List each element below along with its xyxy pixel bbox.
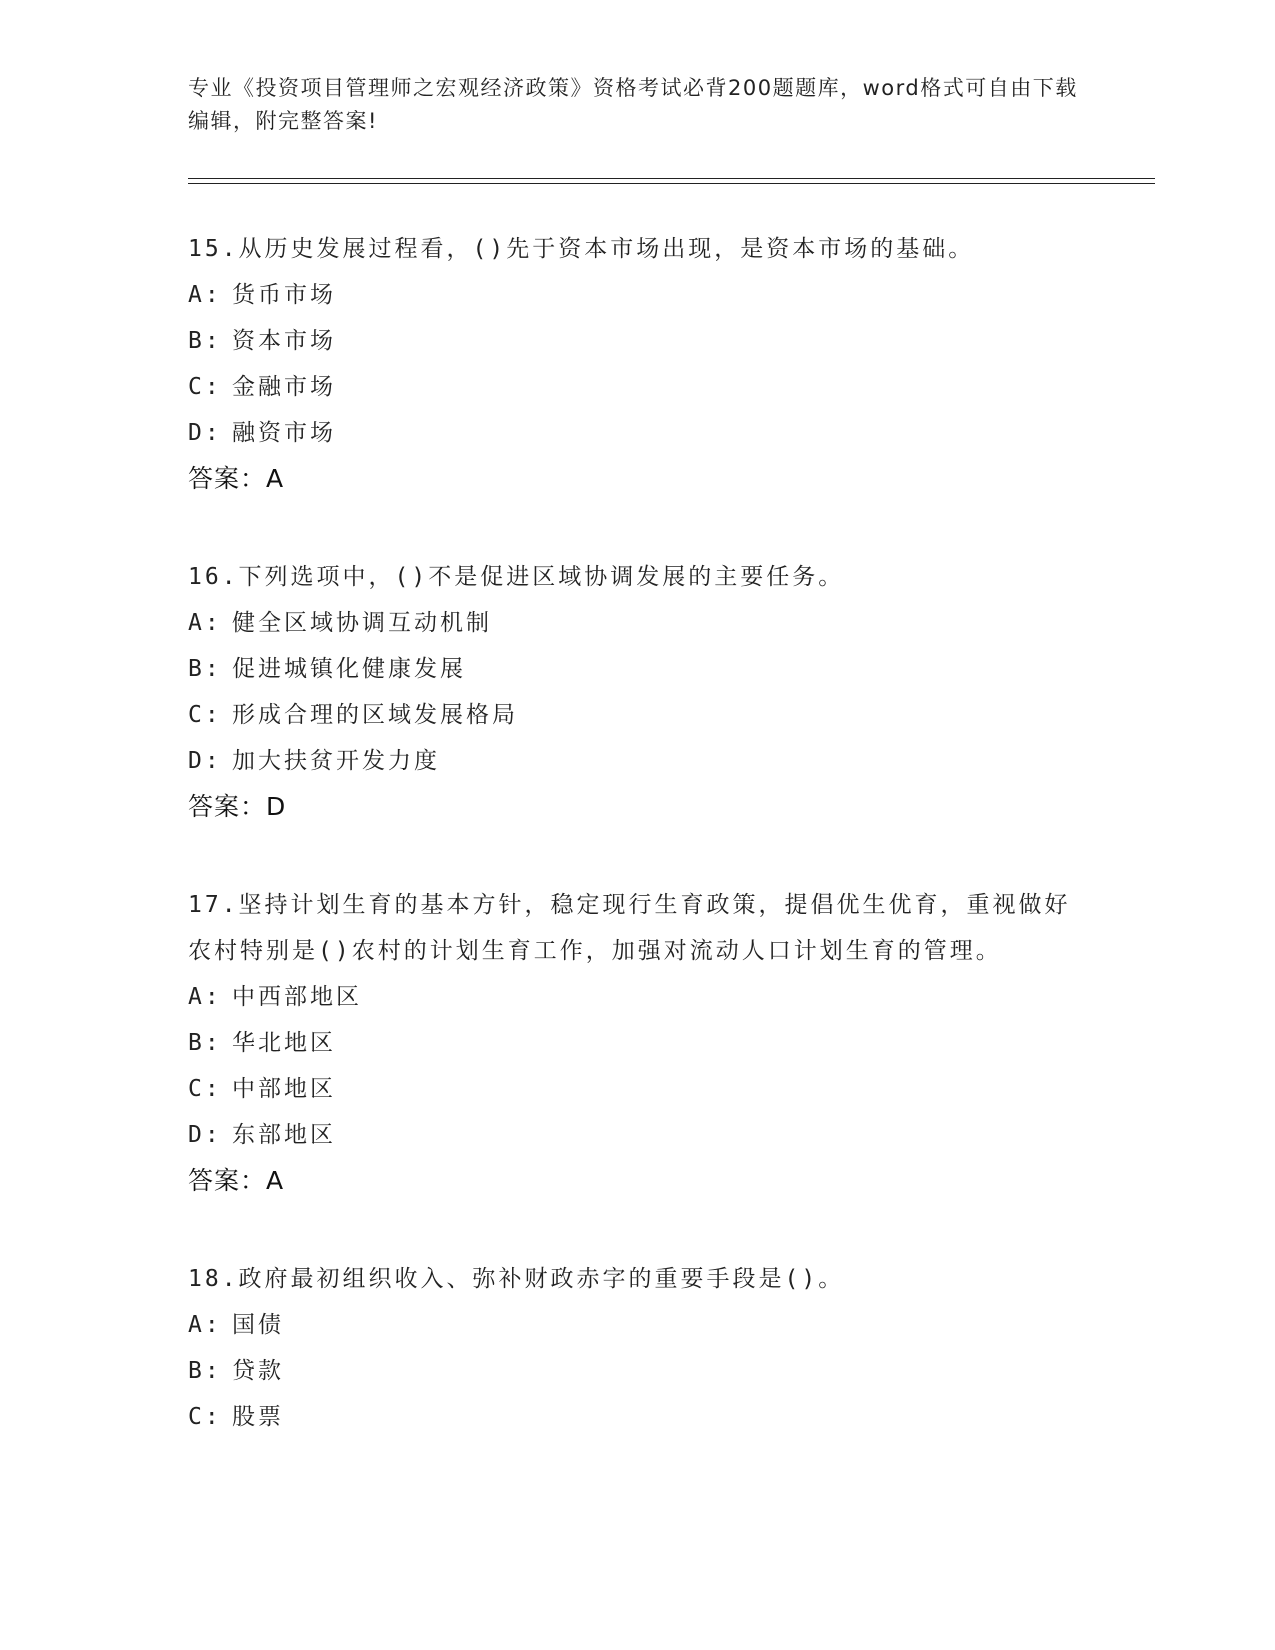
option-letter: B: (188, 656, 222, 682)
answer-label: 答案： (188, 1166, 267, 1195)
option-letter: A: (188, 610, 222, 636)
option-text: 促进城镇化健康发展 (232, 656, 466, 682)
answer-line (188, 456, 1088, 502)
option-letter: A: (188, 282, 222, 308)
header-title: 专业《投资项目管理师之宏观经济政策》资格考试必背200题题库，word格式可自由下载编辑，附完整答案! (188, 76, 1078, 133)
option-letter: C: (188, 1404, 222, 1430)
option-c (188, 1394, 1088, 1440)
option-text: 中部地区 (232, 1076, 336, 1102)
option-letter: C: (188, 702, 222, 728)
answer-label: 答案： (188, 464, 267, 493)
option-text: 华北地区 (232, 1030, 336, 1056)
option-d (188, 738, 1088, 784)
option-b (188, 1020, 1088, 1066)
option-letter: B: (188, 1030, 222, 1056)
option-text: 资本市场 (232, 328, 336, 354)
option-a (188, 600, 1088, 646)
option-text: 形成合理的区域发展格局 (232, 702, 518, 728)
question-18 (188, 1256, 1088, 1440)
option-a (188, 1302, 1088, 1348)
header-divider-bottom (188, 183, 1155, 184)
option-b (188, 646, 1088, 692)
option-a (188, 272, 1088, 318)
question-stem: 17.坚持计划生育的基本方针，稳定现行生育政策，提倡优生优育，重视做好农村特别是()农村的计划生育工作，加强对流动人口计划生育的管理。 (188, 892, 1071, 964)
option-text: 东部地区 (232, 1122, 336, 1148)
question-17 (188, 882, 1088, 1204)
option-letter: C: (188, 1076, 222, 1102)
question-15 (188, 226, 1088, 502)
option-text: 贷款 (232, 1358, 284, 1384)
question-stem: 16.下列选项中，()不是促进区域协调发展的主要任务。 (188, 564, 845, 590)
option-b (188, 318, 1088, 364)
answer-line (188, 1158, 1088, 1204)
option-letter: B: (188, 328, 222, 354)
option-text: 健全区域协调互动机制 (232, 610, 492, 636)
option-b (188, 1348, 1088, 1394)
option-a (188, 974, 1088, 1020)
option-letter: A: (188, 984, 222, 1010)
answer-value: A (266, 1166, 285, 1195)
option-letter: D: (188, 748, 222, 774)
option-text: 货币市场 (232, 282, 336, 308)
answer-label: 答案： (188, 792, 267, 821)
option-letter: D: (188, 1122, 222, 1148)
option-letter: D: (188, 420, 222, 446)
question-16 (188, 554, 1088, 830)
header-divider-top (188, 178, 1155, 179)
option-c (188, 692, 1088, 738)
answer-value: D (266, 792, 287, 821)
question-stem: 18.政府最初组织收入、弥补财政赤字的重要手段是()。 (188, 1266, 845, 1292)
option-text: 股票 (232, 1404, 284, 1430)
answer-value: A (266, 464, 285, 493)
answer-line (188, 784, 1088, 830)
option-text: 中西部地区 (232, 984, 362, 1010)
option-c (188, 364, 1088, 410)
question-list (188, 226, 1088, 1492)
option-letter: B: (188, 1358, 222, 1384)
option-text: 国债 (232, 1312, 284, 1338)
option-d (188, 410, 1088, 456)
question-stem: 15.从历史发展过程看，()先于资本市场出现，是资本市场的基础。 (188, 236, 975, 262)
option-d (188, 1112, 1088, 1158)
option-letter: C: (188, 374, 222, 400)
option-letter: A: (188, 1312, 222, 1338)
option-text: 加大扶贫开发力度 (232, 748, 440, 774)
option-text: 融资市场 (232, 420, 336, 446)
option-c (188, 1066, 1088, 1112)
document-header (188, 72, 1088, 138)
option-text: 金融市场 (232, 374, 336, 400)
